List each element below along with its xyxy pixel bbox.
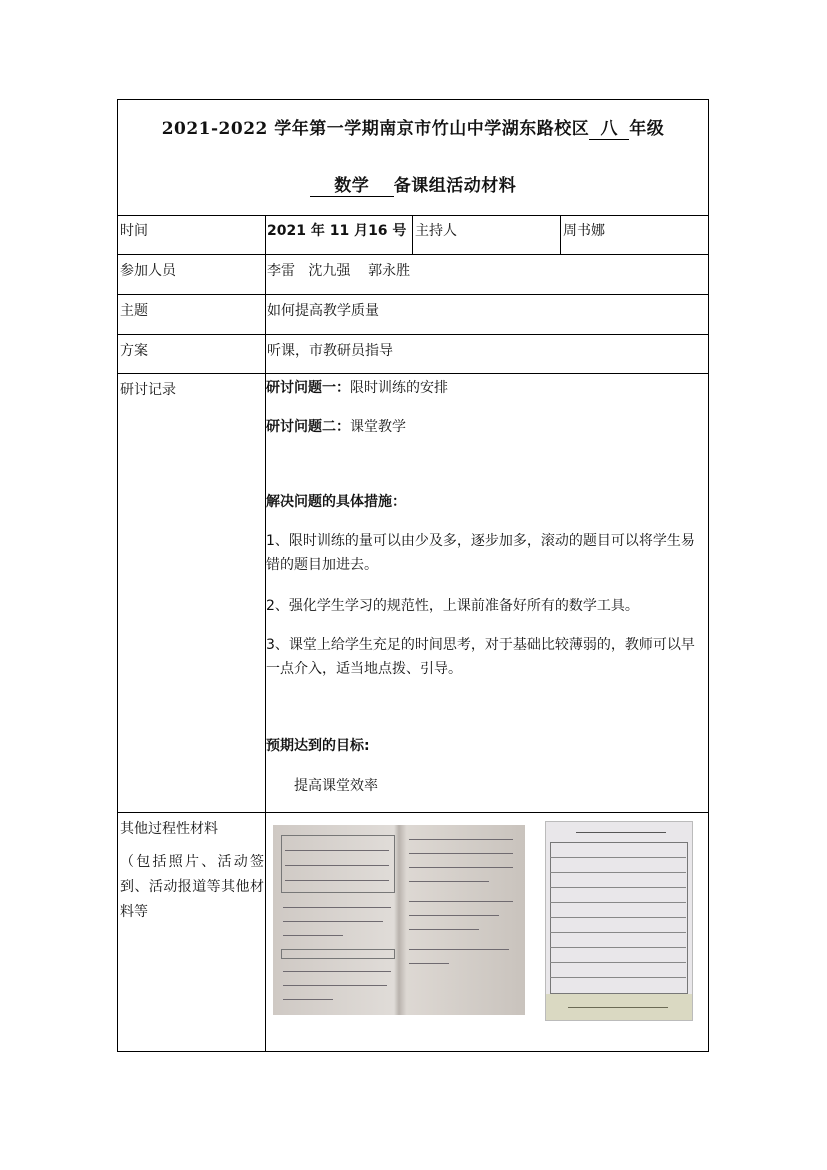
plan-row: [118, 335, 708, 374]
topic-label: 主题: [120, 303, 148, 319]
discussion-label: 研讨记录: [120, 382, 176, 398]
question-2-text: 课堂教学: [350, 419, 406, 435]
question-2: [266, 415, 708, 439]
goal-text: 提高课堂效率: [294, 778, 378, 794]
divider: [265, 813, 266, 1051]
measure-1: 1、限时训练的量可以由少及多，逐步加多，滚动的题目可以将学生易错的题目加进去。: [266, 533, 695, 573]
host-value: 周书娜: [563, 223, 605, 239]
form-grid: [281, 835, 395, 893]
sign-in-grid: [550, 842, 688, 994]
materials-label-cell: [118, 813, 266, 1051]
participants-label: 参加人员: [120, 263, 176, 279]
materials-note: （包括照片、活动签到、活动报道等其他材料等: [120, 854, 264, 920]
question-2-label: 研讨问题二：: [266, 419, 350, 435]
subject-field: 数学: [310, 171, 394, 197]
title-prefix: 2021-2022 学年第一学期南京市竹山中学湖东路校区: [161, 119, 590, 139]
title-block: [118, 100, 708, 216]
question-1: [266, 376, 708, 400]
topic-row: [118, 295, 708, 335]
time-label: 时间: [120, 223, 148, 239]
measure-3: 3、课堂上给学生充足的时间思考，对于基础比较薄弱的，教师可以早一点介入，适当地点拨、引导。: [266, 637, 695, 677]
plan-label: 方案: [120, 343, 148, 359]
time-value: 2021 年 11 月16 号: [267, 223, 407, 239]
sign-in-sheet-photo: [545, 821, 693, 1021]
plan-value: 听课，市教研员指导: [267, 343, 393, 359]
discussion-row: [118, 374, 708, 813]
activity-record-photo: [273, 825, 525, 1015]
time-row: [118, 215, 708, 255]
document-table: [117, 99, 709, 1052]
participants-value: 李雷 沈九强 郭永胜: [267, 263, 411, 279]
question-1-text: 限时训练的安排: [350, 380, 448, 396]
question-1-label: 研讨问题一：: [266, 380, 350, 396]
participants-row: [118, 255, 708, 295]
measures-heading: 解决问题的具体措施：: [266, 494, 406, 510]
title-grade-suffix: 年级: [629, 119, 665, 139]
materials-row: [118, 813, 708, 1051]
title-line-1: [118, 114, 708, 140]
topic-value: 如何提高教学质量: [267, 303, 379, 319]
goal-heading: 预期达到的目标:: [266, 738, 370, 754]
grade-field: 八: [589, 114, 629, 140]
title-suffix: 备课组活动材料: [393, 176, 517, 196]
materials-label: 其他过程性材料: [120, 821, 218, 837]
title-line-2: [118, 171, 708, 197]
host-label: 主持人: [415, 223, 457, 239]
measure-2: 2、强化学生学习的规范性，上课前准备好所有的数学工具。: [266, 598, 639, 614]
